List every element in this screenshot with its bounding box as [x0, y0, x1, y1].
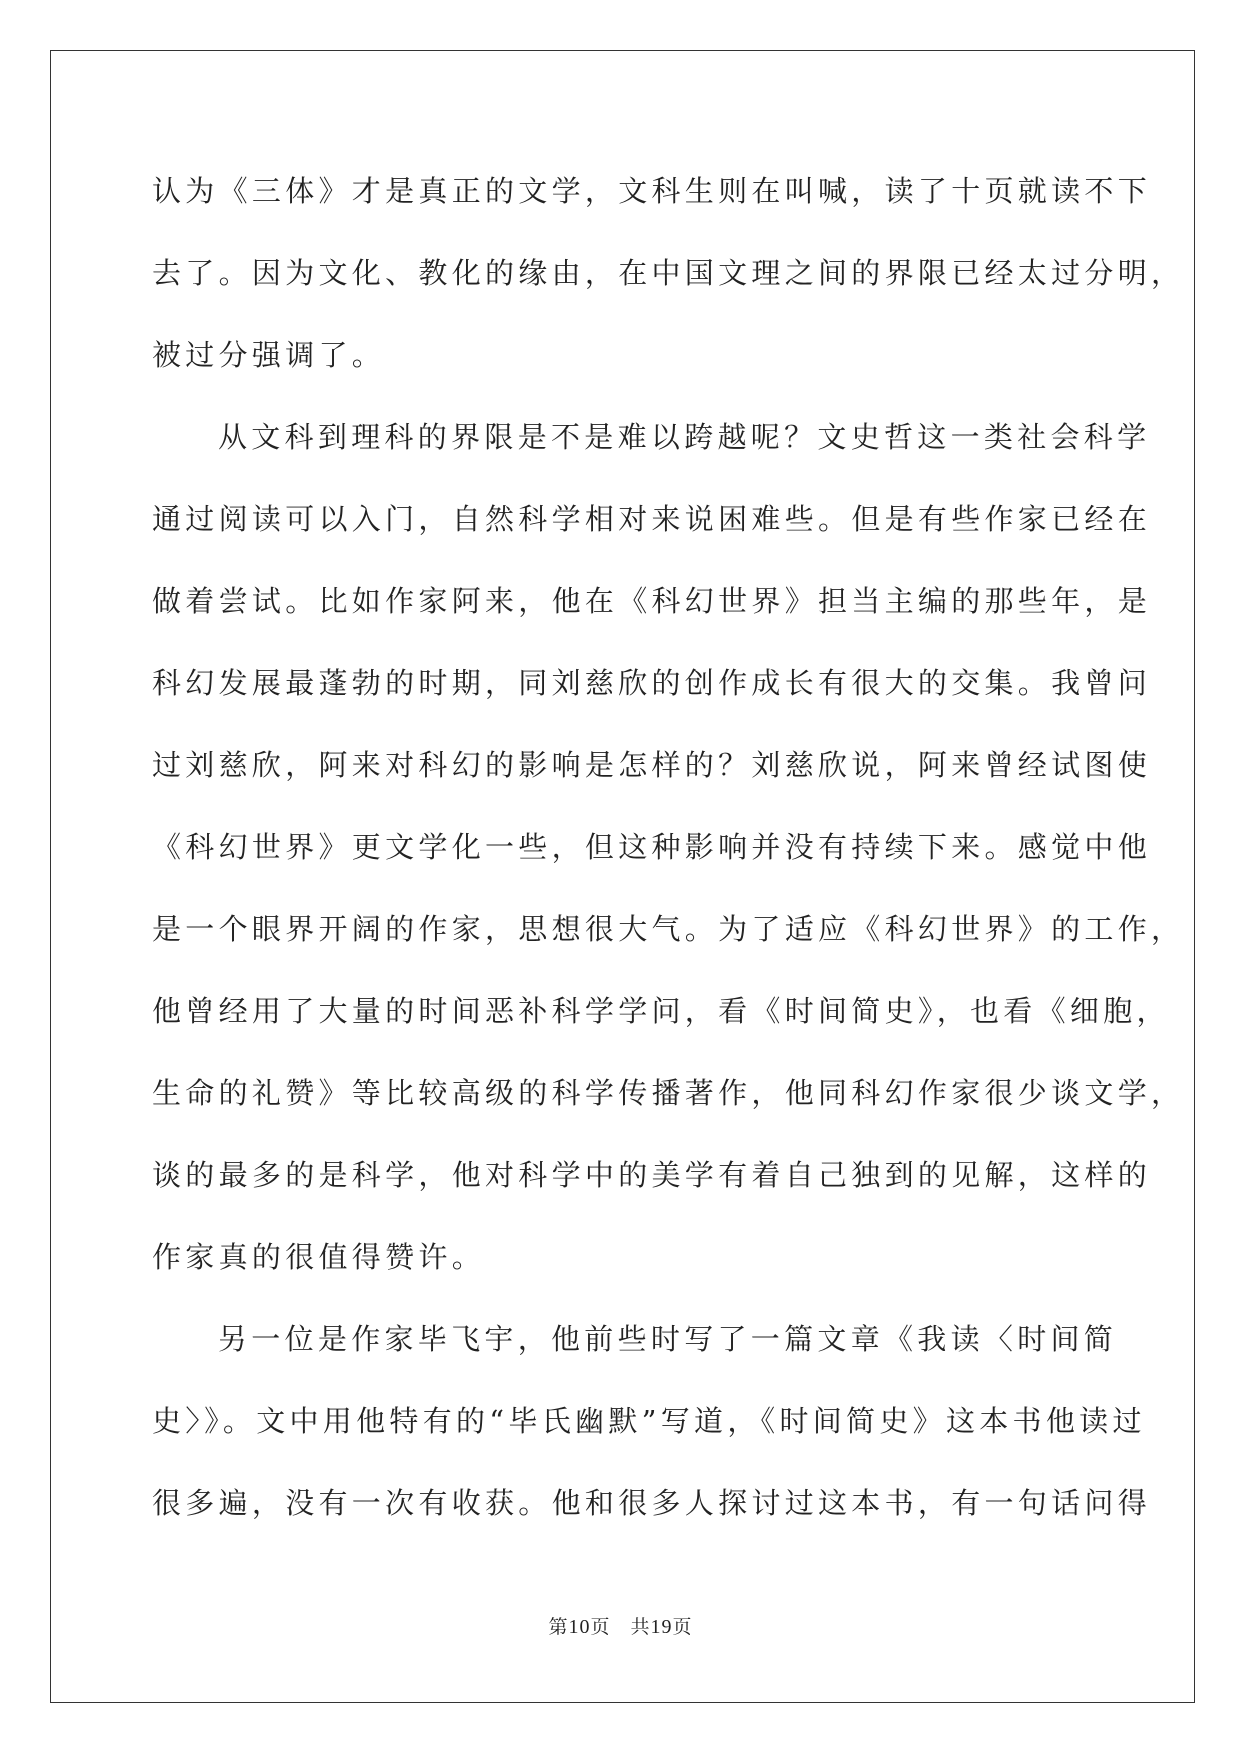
text-line: 过刘慈欣，阿来对科幻的影响是怎样的？刘慈欣说，阿来曾经试图使 — [152, 748, 1152, 782]
current-page-number: 10 — [568, 1616, 591, 1638]
text-line: 是一个眼界开阔的作家，思想很大气。为了适应《科幻世界》的工作， — [152, 912, 1185, 946]
text-line: 生命的礼赞》等比较高级的科学传播著作，他同科幻作家很少谈文学， — [152, 1076, 1185, 1110]
text-line: 被过分强调了。 — [152, 338, 386, 372]
paragraph-start-line: 从文科到理科的界限是不是难以跨越呢？文史哲这一类社会科学 — [218, 420, 1151, 454]
text-line: 通过阅读可以入门，自然科学相对来说困难些。但是有些作家已经在 — [152, 502, 1152, 536]
total-page-count: 19 — [650, 1616, 673, 1638]
text-line: 作家真的很值得赞许。 — [152, 1240, 486, 1274]
text-line: 谈的最多的是科学，他对科学中的美学有着自己独到的见解，这样的 — [152, 1158, 1152, 1192]
text-line: 去了。因为文化、教化的缘由，在中国文理之间的界限已经太过分明， — [152, 256, 1185, 290]
text-line: 认为《三体》才是真正的文学，文科生则在叫喊，读了十页就读不下 — [152, 174, 1152, 208]
footer-middle: 页 共 — [590, 1616, 651, 1638]
footer-suffix: 页 — [672, 1616, 693, 1638]
text-line: 《科幻世界》更文学化一些，但这种影响并没有持续下来。感觉中他 — [152, 830, 1152, 864]
text-line: 他曾经用了大量的时间恶补科学学问，看《时间简史》，也看《细胞， — [152, 994, 1170, 1028]
page-footer — [0, 1612, 1241, 1639]
text-line: 做着尝试。比如作家阿来，他在《科幻世界》担当主编的那些年，是 — [152, 584, 1152, 618]
text-line: 很多遍，没有一次有收获。他和很多人探讨过这本书，有一句话问得 — [152, 1486, 1152, 1520]
text-line: 史〉》。文中用他特有的“毕氏幽默”写道，《时间简史》这本书他读过 — [152, 1404, 1146, 1438]
footer-prefix: 第 — [548, 1616, 569, 1638]
document-body — [152, 150, 1185, 1544]
text-line: 科幻发展最蓬勃的时期，同刘慈欣的创作成长有很大的交集。我曾问 — [152, 666, 1152, 700]
paragraph-start-line: 另一位是作家毕飞宇，他前些时写了一篇文章《我读〈时间简 — [218, 1322, 1118, 1356]
